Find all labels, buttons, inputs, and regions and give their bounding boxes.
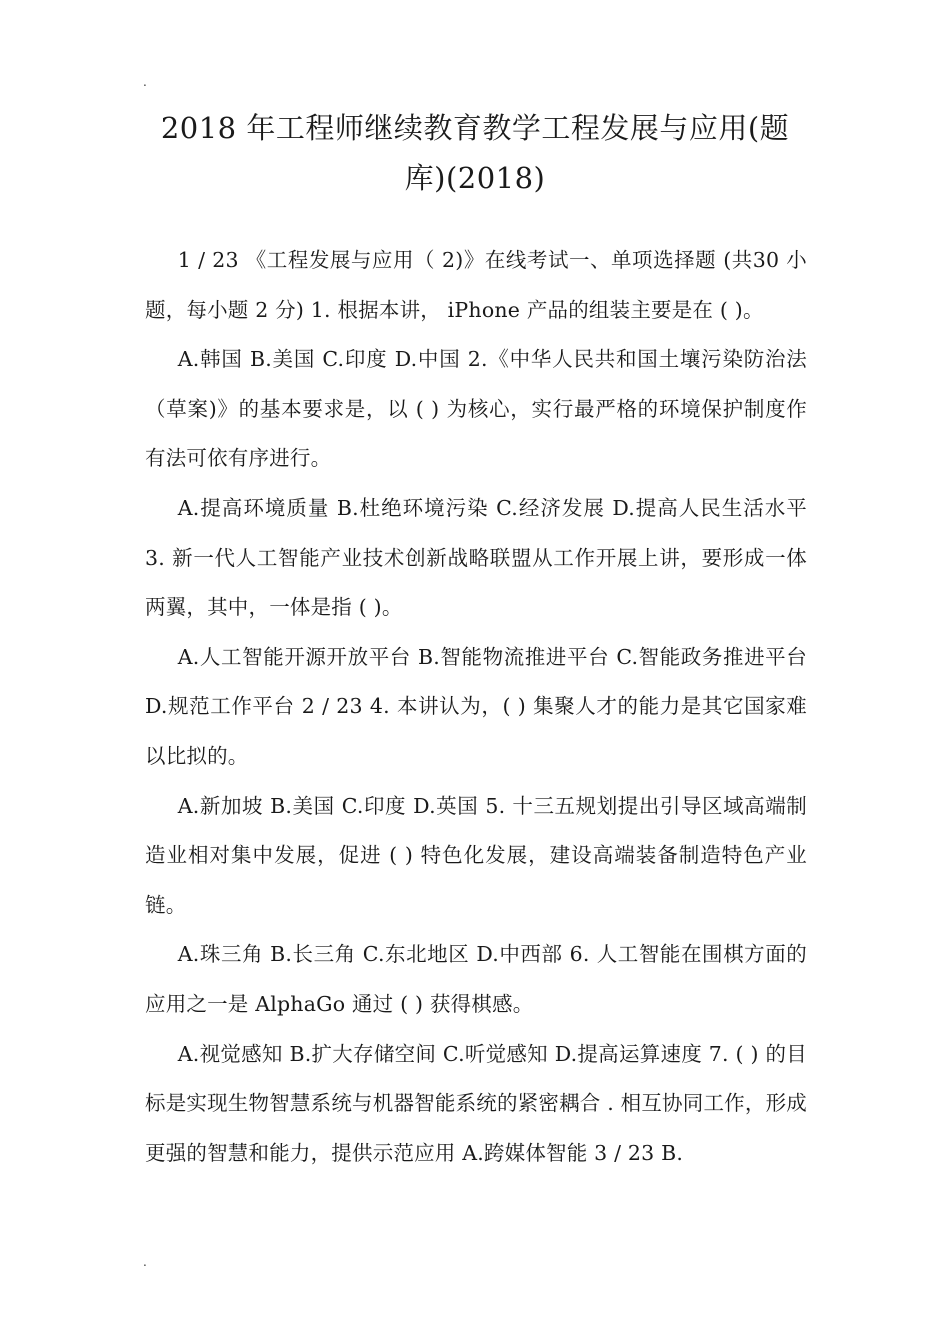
paragraph: A.韩国 B.美国 C.印度 D.中国 2.《中华人民共和国土壤污染防治法 （草案)》的基本要求是，以 ( ) 为核心，实行最严格的环境保护制度作有法可依有序进行。 — [145, 347, 807, 471]
paragraph: 1 / 23 《工程发展与应用（ 2)》在线考试一、单项选择题 (共30 小题，每小题 2 分) 1. 根据本讲， iPhone 产品的组装主要是在 ( )。 — [145, 248, 807, 322]
paragraph: A.珠三角 B.长三角 C.东北地区 D.中西部 6. 人工智能在围棋方面的应用之一是 AlphaGo 通过 ( ) 获得棋感。 — [145, 942, 807, 1016]
paragraph: A.视觉感知 B.扩大存储空间 C.听觉感知 D.提高运算速度 7. ( ) 的目标是实现生物智慧系统与机器智能系统的紧密耦合 . 相互协同工作，形成更强的智慧和能力，提供示范应用 A.跨媒体智能 3 / 23 B. — [145, 1041, 807, 1165]
bottom-page-mark: . — [143, 1255, 147, 1269]
paragraph: A.人工智能开源开放平台 B.智能物流推进平台 C.智能政务推进平台 D.规范工作平台 2 / 23 4. 本讲认为，( ) 集聚人才的能力是其它国家难以比拟的。 — [145, 644, 807, 768]
title-line-1: 2018 年工程师继续教育教学工程发展与应用(题 — [160, 111, 790, 145]
top-page-mark: . — [143, 75, 147, 89]
paragraph: A.提高环境质量 B.杜绝环境污染 C.经济发展 D.提高人民生活水平 3. 新一代人工智能产业技术创新战略联盟从工作开展上讲，要形成一体两翼，其中，一体是指 ( )。 — [145, 495, 807, 620]
document-title — [145, 103, 805, 203]
document-body — [145, 236, 807, 1178]
paragraph: A.新加坡 B.美国 C.印度 D.英国 5. 十三五规划提出引导区域高端制造业相对集中发展，促进 ( ) 特色化发展，建设高端装备制造特色产业链。 — [145, 793, 807, 917]
title-line-2: 库)(2018) — [404, 161, 546, 195]
